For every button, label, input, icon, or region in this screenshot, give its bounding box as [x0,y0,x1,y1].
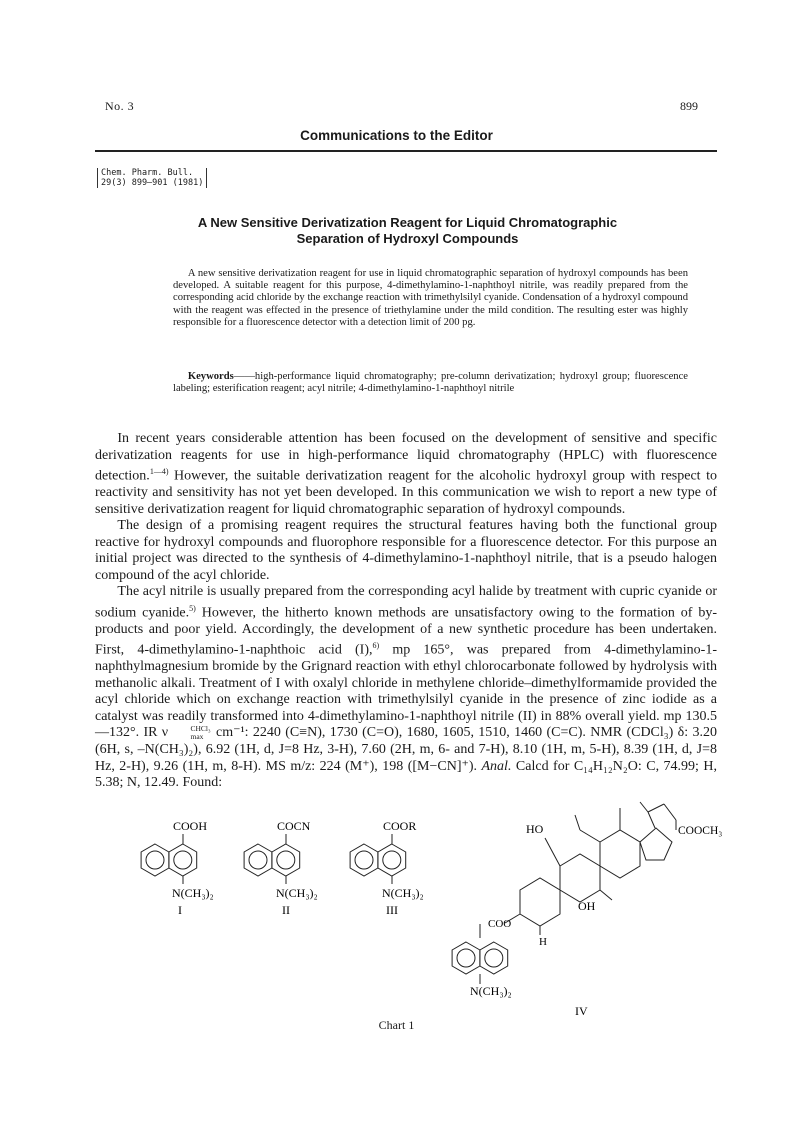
compound-i-label: I [178,903,182,917]
keywords-dash: —— [233,371,255,382]
paragraph-3 [95,584,717,792]
compound-iii-amine: N(CH₃)₂ [382,886,424,900]
compound-iii [350,819,424,917]
compound-iv-h: H [539,936,547,948]
p3-text-c: mp 165°, was prepared from 4-dimethylamino-1-naphthylmagnesium bromide by the Grignard reaction with ethyl chlorocarbonate followed by hydrolysis with methanolic alkali. Treatment of I with oxalyl chloride in methylene chloride–dimethylformamide provided the acyl chloride which on exchange reaction with trimethylsilyl cyanide in the presence of zinc iodide as a catalyst was readily transformed into 4-dimethylamino-1-naphthoyl nitrile (II) in 88% overall yield. mp 130.5—132°. IR ν [95,642,717,741]
compound-ii-label: II [282,903,290,917]
compound-iv-label: IV [575,1004,588,1018]
article-body [95,431,717,792]
citation-volume: 29(3) 899—901 (1981) [101,178,204,188]
keywords-text: high-performance liquid chromatography; pre-column derivatization; hydroxyl group; fluorescence labeling; esterification reagent; acyl nitrile; 4-dimethylamino-1-naphthoyl nitrile [173,371,688,395]
reference-marker: 6) [372,641,380,651]
reference-marker: 1—4) [149,467,169,476]
title-line-1: A New Sensitive Derivatization Reagent for Liquid Chromatographic [197,215,618,230]
compound-iv-amine: N(CH₃)₂ [470,984,512,998]
paragraph-2: The design of a promising reagent requires the structural features having both the functional group reactive for hydroxyl compounds and fluorophore responsible for a fluorescence detector. For this purpose an initial project was directed to the synthesis of 4-dimethylamino-1-naphthoyl nitrile, that is a pseudo halogen compound of the acyl chloride. [95,518,717,583]
abstract: A new sensitive derivatization reagent for use in liquid chromatographic separation of hydroxyl compounds has been developed. A suitable reagent for this purpose, 4-dimethylamino-1-naphthoyl nitrile, was readily prepared from the corresponding acid chloride by the exchange reaction with trimethylsilyl cyanide. Condensation of a hydroxyl compound with the reagent was effected in the presence of triethylamine under the mild condition. The resulting ester was highly responsible for a fluorescence detector with a detection limit of 200 pg. [173,268,688,328]
compound-iv-ho: HO [526,822,544,836]
ir-sub-sup [168,725,211,741]
compound-iii-top-group: COOR [383,819,417,833]
keywords [173,371,688,395]
journal-citation [97,168,207,188]
compound-iv-side-chain: COOCH₃ [678,825,723,837]
header-rule [95,150,717,152]
page-number: 899 [680,99,698,113]
p1-text-b: However, the suitable derivatization reagent for the alcoholic hydroxyl group with respect to reactivity and sensitivity has not yet been developed. In this communication we wish to report a new type of sensitive derivatization reagent for liquid chromatographic separation of hydroxyl compounds. [95,468,717,517]
compound-ii [244,819,318,917]
p3-text-b: However, the hitherto known methods are unsatisfactory owing to the formation of by-products and poor yield. Accordingly, the development of a new synthetic procedure has been undertaken. First, 4-dimethylamino-1-naphthoic acid (I), [95,605,717,658]
chart-1-structures [0,790,793,1020]
chart-caption: Chart 1 [378,1018,415,1032]
compound-iii-label: III [386,903,398,917]
title-line-2: Separation of Hydroxyl Compounds [296,231,519,246]
compound-iv-ester: COO [488,918,512,930]
p3-text-d: cm⁻¹: 2240 (C≡N), 1730 (C=O), 1680, 1605, 1510, 1460 (C=C). NMR (CDCl₃) δ: 3.20 (6H, s, –N(CH₃)₂), 6.92 (1H, d, J=8 Hz, 3-H), 7.60 (2H, m, 6- and 7-H), 8.10 (1H, m, 5-H), 8.39 (1H, d, J=8 Hz, 2-H), 9.26 (1H, m, 8-H). MS m/z: 224 (M⁺), 198 ([M−CN]⁺). [95,725,718,774]
citation-journal: Chem. Pharm. Bull. [101,168,194,178]
compound-iv-oh: OH [578,899,596,913]
compound-i-amine: N(CH₃)₂ [172,886,214,900]
compound-i-top-group: COOH [173,819,208,833]
anal-label: Anal. [481,758,512,774]
paragraph-1 [95,431,717,518]
compound-iv-labels [470,822,722,1018]
section-title: Communications to the Editor [300,128,493,143]
ir-sub: max [190,732,204,742]
article-title [130,215,685,247]
issue-number: No. 3 [105,99,135,113]
compound-i [141,819,214,917]
p3-text-e: Calcd for C₁₄H₁₂N₂O: C, 74.99; H, 5.38; N, 12.49. Found: [95,758,717,791]
keywords-label: Keywords [187,371,234,382]
p1-text-a: In recent years considerable attention has been focused on the development of sensitive and specific derivatization reagents for use in high-performance liquid chromatography (HPLC) with fluorescence detection. [95,431,717,484]
compound-ii-top-group: COCN [277,819,311,833]
compound-iv [452,802,676,984]
p3-text-a: The acyl nitrile is usually prepared from the corresponding acyl halide by treatment with cupric cyanide or sodium cyanide. [95,584,717,621]
ir-sup: CHCl₃ [190,724,211,734]
compound-ii-amine: N(CH₃)₂ [276,886,318,900]
reference-marker: 5) [189,603,196,613]
